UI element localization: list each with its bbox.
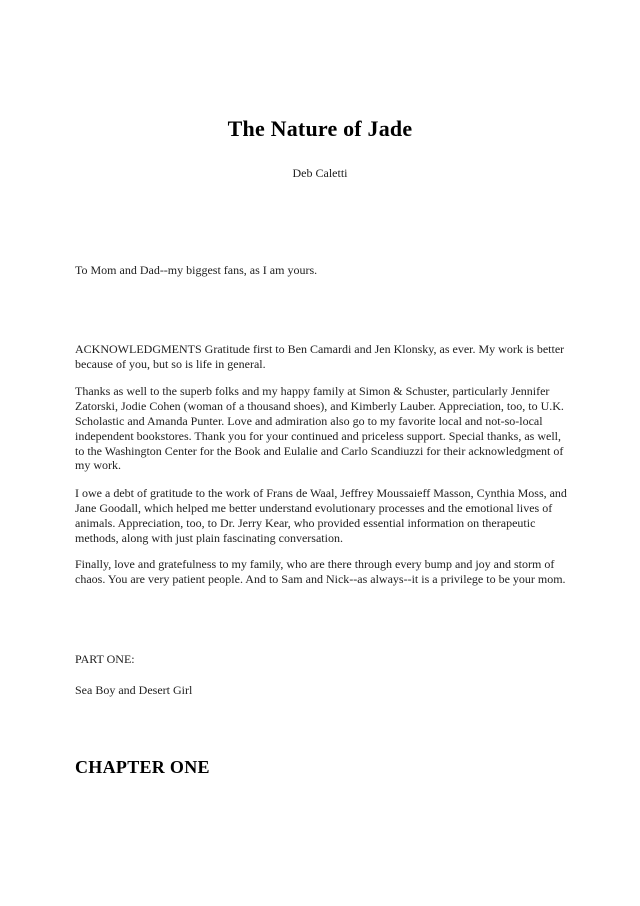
part-subtitle: Sea Boy and Desert Girl — [75, 682, 193, 697]
chapter-heading: CHAPTER ONE — [75, 756, 210, 777]
acknowledgments-paragraph-3: I owe a debt of gratitude to the work of Frans de Waal, Jeffrey Moussaieff Masson, Cynthia Moss, and Jane Goodall, which helped me better understand evolutionary processes and the emotional lives of animals. Appreciation, too, to Dr. Jerry Kear, who provided essential information on therapeutic methods, along with just plain fascinating conversation. — [75, 486, 567, 545]
part-heading: PART ONE: — [75, 651, 135, 666]
acknowledgments-paragraph-4: Finally, love and gratefulness to my family, who are there through every bump and joy and storm of chaos. You are very patient people. And to Sam and Nick--as always--it is a privilege to be your mom. — [75, 557, 566, 587]
author-byline: Deb Caletti — [292, 166, 348, 180]
acknowledgments-paragraph-1: ACKNOWLEDGMENTS Gratitude first to Ben Camardi and Jen Klonsky, as ever. My work is better because of you, but so is life in general. — [75, 341, 565, 371]
book-title: The Nature of Jade — [227, 116, 413, 141]
dedication-line: To Mom and Dad--my biggest fans, as I am yours. — [75, 263, 318, 277]
acknowledgments-paragraph-2: Thanks as well to the superb folks and my happy family at Simon & Schuster, particularly Jennifer Zatorski, Jodie Cohen (woman of a thousand shoes), and Kimberly Lauber. Appreciation, too, to U.K. Scholastic and Amanda Punter. Love and admiration also go to my favorite local and not-so-local independent bookstores. Thank you for your continued and priceless support. Special thanks, as well, to the Washington Center for the Book and Eulalie and Carlo Scandiuzzi for their acknowledgment of my work. — [75, 384, 564, 473]
